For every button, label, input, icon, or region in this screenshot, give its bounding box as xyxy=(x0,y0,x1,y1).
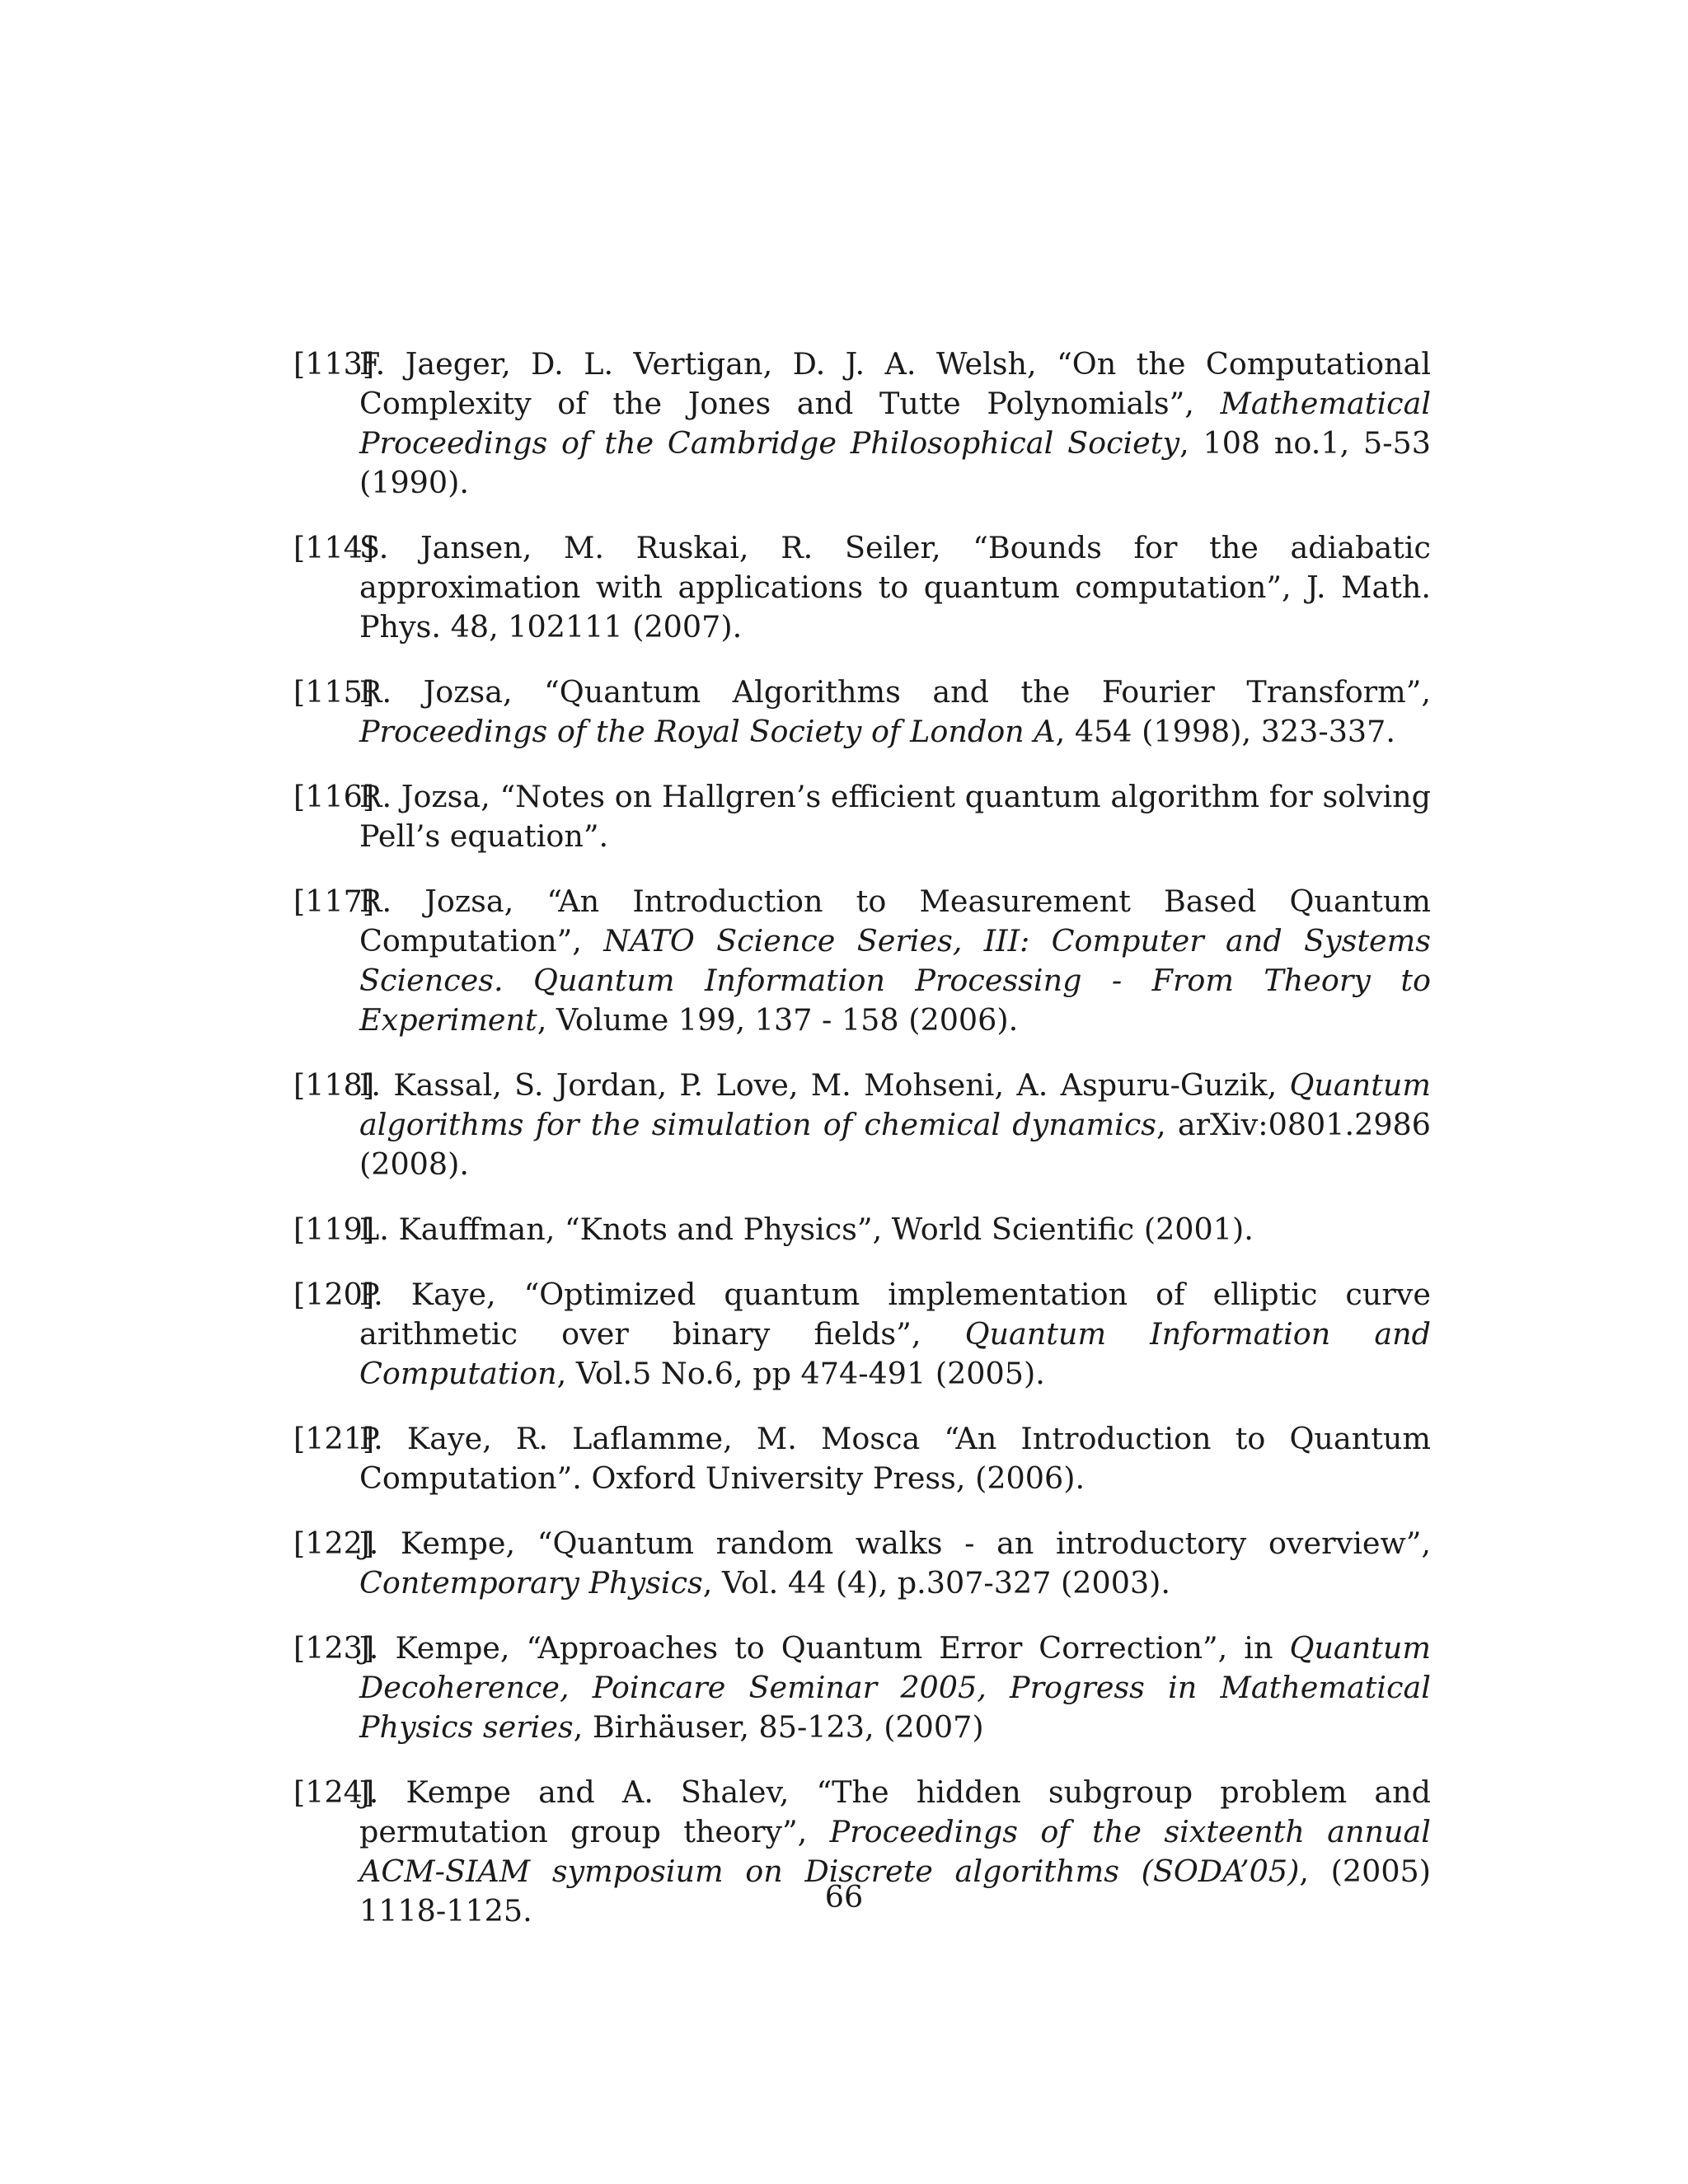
reference-item xyxy=(293,1210,1431,1249)
reference-text xyxy=(359,530,1431,644)
reference-number: [121] xyxy=(293,1421,375,1456)
reference-number: [122] xyxy=(293,1526,375,1561)
reference-text-part: , Volume 199, 137 - 158 (2006). xyxy=(537,1002,1019,1038)
reference-title-italic: Contemporary Physics xyxy=(359,1565,703,1601)
reference-text xyxy=(359,883,1431,1038)
reference-number: [116] xyxy=(293,779,375,814)
reference-title-italic: NATO Science Series, III: Computer and Systems Sciences. Quantum Information Processing - From Theory to Experiment xyxy=(359,923,1431,1038)
reference-number: [124] xyxy=(293,1774,375,1810)
reference-text-part: J. Kempe, “Approaches to Quantum Error Correction”, in xyxy=(359,1630,1290,1666)
reference-item xyxy=(293,344,1431,503)
reference-text xyxy=(359,1277,1431,1391)
reference-item xyxy=(293,882,1431,1040)
reference-number: [113] xyxy=(293,346,375,382)
reference-text xyxy=(359,1526,1431,1601)
reference-item xyxy=(293,528,1431,647)
reference-text-part: J. Kempe and A. Shalev, “The hidden subgroup problem and permutation group theory”, xyxy=(359,1774,1431,1849)
reference-number: [119] xyxy=(293,1212,375,1247)
reference-text-part: F. Jaeger, D. L. Vertigan, D. J. A. Welsh, “On the Computational Complexity of the Jones and Tutte Polynomials”, xyxy=(359,346,1431,421)
reference-text-part: , Vol.5 No.6, pp 474-491 (2005). xyxy=(556,1356,1045,1391)
reference-title-italic: Quantum algorithms for the simulation of chemical dynamics xyxy=(359,1067,1431,1142)
reference-text-part: I. Kassal, S. Jordan, P. Love, M. Mohseni, A. Aspuru-Guzik, xyxy=(359,1067,1290,1103)
reference-text xyxy=(359,779,1431,854)
reference-text xyxy=(359,674,1431,749)
reference-number: [120] xyxy=(293,1277,375,1312)
reference-text-part: , (2005) 1118-1125. xyxy=(359,1854,1431,1929)
reference-text-part: , 454 (1998), 323-337. xyxy=(1055,714,1395,749)
reference-title-italic: Mathematical Proceedings of the Cambridge Philosophical Society xyxy=(359,386,1431,461)
reference-text xyxy=(359,1421,1431,1496)
reference-number: [117] xyxy=(293,883,375,919)
reference-text-part: J. Kempe, “Quantum random walks - an introductory overview”, xyxy=(359,1526,1431,1561)
reference-text-part: P. Kaye, “Optimized quantum implementation of elliptic curve arithmetic over binary fields”, xyxy=(359,1277,1431,1352)
reference-item xyxy=(293,1524,1431,1603)
reference-text-part: , 108 no.1, 5-53 (1990). xyxy=(359,425,1431,500)
reference-text-part: , Birhäuser, 85-123, (2007) xyxy=(573,1709,984,1745)
reference-item xyxy=(293,673,1431,752)
reference-number: [114] xyxy=(293,530,375,565)
reference-number: [115] xyxy=(293,674,375,710)
reference-title-italic: Quantum Information and Computation xyxy=(359,1316,1431,1391)
reference-item xyxy=(293,1629,1431,1747)
reference-text xyxy=(359,1212,1254,1247)
page-number: 66 xyxy=(824,1879,864,1915)
reference-number: [123] xyxy=(293,1630,375,1666)
reference-list xyxy=(293,344,1431,1957)
reference-text-part: S. Jansen, M. Ruskai, R. Seiler, “Bounds for the adiabatic approximation with applications to quantum computation”, J. Math. Phys. 48, 102111 (2007). xyxy=(359,530,1431,644)
reference-text xyxy=(359,346,1431,500)
reference-title-italic: Proceedings of the Royal Society of London A xyxy=(359,714,1056,749)
reference-number: [118] xyxy=(293,1067,375,1103)
reference-text-part: R. Jozsa, “An Introduction to Measurement Based Quantum Computation”, xyxy=(359,883,1431,958)
reference-item xyxy=(293,777,1431,856)
reference-text xyxy=(359,1067,1431,1182)
reference-text-part: , Vol. 44 (4), p.307-327 (2003). xyxy=(702,1565,1171,1601)
reference-title-italic: Quantum Decoherence, Poincare Seminar 2005, Progress in Mathematical Physics series xyxy=(359,1630,1431,1745)
reference-item xyxy=(293,1419,1431,1498)
reference-item xyxy=(293,1275,1431,1394)
reference-text-part: L. Kauffman, “Knots and Physics”, World Scientific (2001). xyxy=(359,1212,1254,1247)
reference-text-part: R. Jozsa, “Quantum Algorithms and the Fourier Transform”, xyxy=(359,674,1431,710)
reference-item xyxy=(293,1066,1431,1184)
reference-text-part: , arXiv:0801.2986 (2008). xyxy=(359,1107,1431,1182)
reference-title-italic: Proceedings of the sixteenth annual ACM-SIAM symposium on Discrete algorithms (SODA’05) xyxy=(359,1814,1431,1889)
reference-text-part: R. Jozsa, “Notes on Hallgren’s efficient quantum algorithm for solving Pell’s equation”. xyxy=(359,779,1431,854)
reference-text-part: P. Kaye, R. Laflamme, M. Mosca “An Introduction to Quantum Computation”. Oxford University Press, (2006). xyxy=(359,1421,1431,1496)
reference-text xyxy=(359,1630,1431,1745)
